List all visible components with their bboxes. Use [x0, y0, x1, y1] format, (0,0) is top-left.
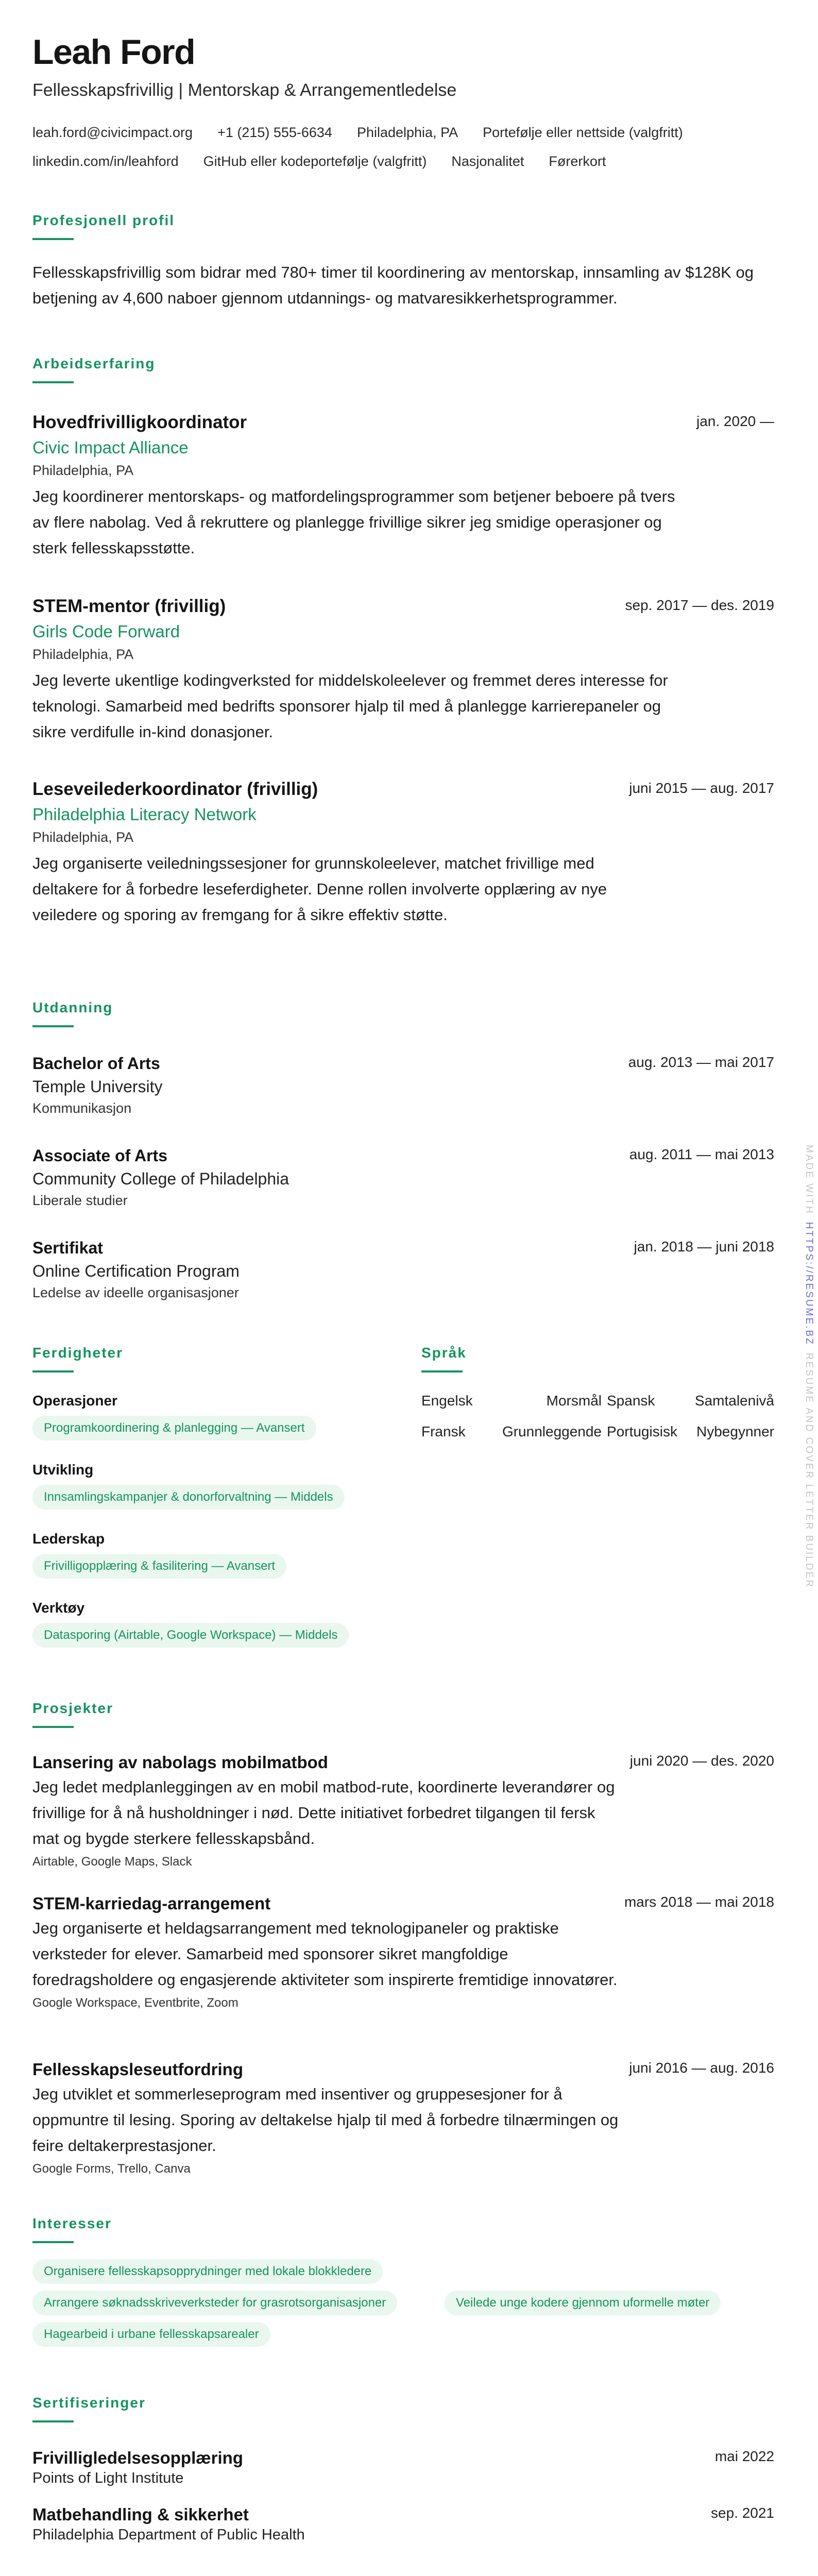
job-title: Leseveilederkoordinator (frivillig): [32, 779, 318, 799]
language-level: Morsmål: [546, 1393, 602, 1409]
certification-name: Matbehandling & sikkerhet: [32, 2505, 249, 2524]
job-company: Girls Code Forward: [32, 622, 180, 641]
job-company: Civic Impact Alliance: [32, 438, 189, 457]
interest-pill: [32, 2259, 383, 2284]
skill-pill-text: Innsamlingskampanjer & donorforvaltning — Middels: [32, 1485, 345, 1510]
education-field: Kommunikasjon: [32, 1100, 132, 1116]
interest-pill: [32, 2322, 270, 2347]
skill-category: Utvikling: [32, 1462, 94, 1478]
experience-section-title: Arbeidserfaring: [32, 355, 156, 371]
interest-pill-text: Veilede unge kodere gjennom uformelle møter: [445, 2291, 721, 2315]
badge-link[interactable]: HTTPS://RESUME.BZ: [804, 1222, 814, 1346]
education-field: Ledelse av ideelle organisasjoner: [32, 1285, 239, 1300]
languages-section-title: Språk: [421, 1345, 467, 1361]
job-entry: [32, 412, 774, 577]
skill-pill-text: Datasporing (Airtable, Google Workspace) — Middels: [32, 1623, 349, 1648]
contact-location: Philadelphia, PA: [356, 125, 458, 140]
job-description: Jeg leverte ukentlige kodingverksted for middelskoleelever og fremmet deres interesse for teknologi. Samarbeid med bedrifts sponsorer hjalp til med å planlegge karrierepaneler og sikre verdifulle in-kind donasjoner.: [32, 671, 668, 741]
project-entry: [32, 2060, 774, 2176]
interest-pill-text: Arrangere søknadsskriveverksteder for grasrotsorganisasjoner: [32, 2291, 397, 2315]
made-with-badge[interactable]: [796, 1145, 814, 1588]
languages-section-rule: [421, 1370, 463, 1372]
contact-portfolio[interactable]: Portefølje eller nettside (valgfritt): [483, 125, 683, 140]
project-description: Jeg utviklet et sommerleseprogram med insentiver og gruppesesjoner for å oppmuntre til lesing. Sporing av deltakelse hjalp til med å forbedre tilnærmingen og feire deltakerprestasjoner.: [32, 2085, 619, 2155]
skill-category: Verktøy: [32, 1600, 85, 1616]
contact-row-1: [32, 125, 683, 141]
interest-pill: [32, 2291, 397, 2315]
project-date: juni 2020 — des. 2020: [629, 1753, 774, 1769]
language-item: [607, 1393, 774, 1409]
project-tools: Google Forms, Trello, Canva: [32, 2162, 191, 2176]
certifications-section-rule: [32, 2420, 74, 2422]
job-date: juni 2015 — aug. 2017: [629, 780, 774, 796]
skills-section-title: Ferdigheter: [32, 1345, 124, 1361]
contact-github[interactable]: GitHub eller kodeportefølje (valgfritt): [203, 154, 427, 169]
job-title: STEM-mentor (frivillig): [32, 596, 226, 616]
skills-section-rule: [32, 1370, 74, 1372]
certification-entry: [32, 2505, 774, 2544]
contact-phone[interactable]: +1 (215) 555-6634: [217, 125, 332, 140]
job-date: jan. 2020 —: [696, 413, 774, 429]
skill-pill: [32, 1554, 286, 1579]
badge-text: [804, 1145, 814, 1588]
certification-issuer: Philadelphia Department of Public Health: [32, 2527, 305, 2543]
education-degree: Associate of Arts: [32, 1146, 167, 1165]
interest-pill: [445, 2291, 721, 2315]
education-entry: [32, 1239, 774, 1301]
certification-name: Frivilligledelsesopplæring: [32, 2448, 243, 2467]
job-entry: [32, 596, 774, 761]
project-name: Fellesskapsleseutfordring: [32, 2060, 243, 2079]
education-entry: [32, 1146, 774, 1209]
contact-nationality: Nasjonalitet: [451, 154, 524, 169]
skill-pill-text: Programkoordinering & planlegging — Avansert: [32, 1416, 316, 1440]
certification-issuer: Points of Light Institute: [32, 2470, 184, 2486]
project-description: Jeg organiserte et heldagsarrangement med teknologipaneler og praktiske verksteder for elever. Samarbeid med sponsorer sikret mangfoldige foredragsholdere og engasjerende aktiviteter som inspirerte fremtidige innovatører.: [32, 1919, 618, 1989]
certification-entry: [32, 2448, 774, 2487]
skill-pill: [32, 1485, 345, 1510]
certification-date: mai 2022: [714, 2448, 774, 2464]
profile-section-title: Profesjonell profil: [32, 212, 175, 228]
job-title: Hovedfrivilligkoordinator: [32, 412, 247, 432]
project-name: Lansering av nabolags mobilmatbod: [32, 1753, 328, 1772]
language-level: Grunnleggende: [502, 1423, 602, 1439]
education-date: aug. 2011 — mai 2013: [629, 1146, 774, 1162]
project-date: mars 2018 — mai 2018: [624, 1894, 774, 1910]
contact-linkedin[interactable]: linkedin.com/in/leahford: [32, 154, 179, 169]
job-description: Jeg koordinerer mentorskaps- og matfordelingsprogrammer som betjener beboere på tvers av flere nabolag. Ved å rekruttere og planlegge frivillige sikrer jeg smidige operasjoner og sterk fellesskapsstøtte.: [32, 487, 675, 557]
education-section-title: Utdanning: [32, 999, 113, 1015]
language-name: Fransk: [421, 1423, 466, 1439]
project-date: juni 2016 — aug. 2016: [629, 2060, 774, 2076]
education-school: Community College of Philadelphia: [32, 1170, 289, 1188]
skill-pill: [32, 1623, 349, 1648]
interests-section-rule: [32, 2241, 74, 2243]
job-description: Jeg organiserte veiledningssesjoner for grunnskoleelever, matchet frivillige med deltakere for å forbedre leseferdigheter. Denne rollen involverte opplæring av nye veiledere og sporing av fremgang for å sikre effektiv støtte.: [32, 854, 607, 924]
language-name: Portugisisk: [607, 1423, 677, 1439]
education-field: Liberale studier: [32, 1193, 128, 1208]
projects-section-rule: [32, 1726, 74, 1728]
contact-drivers-license: Førerkort: [549, 154, 606, 169]
interests-section-title: Interesser: [32, 2215, 112, 2231]
education-entry: [32, 1054, 774, 1116]
projects-section-title: Prosjekter: [32, 1700, 113, 1716]
job-company: Philadelphia Literacy Network: [32, 805, 257, 824]
skill-category: Lederskap: [32, 1531, 105, 1547]
project-entry: [32, 1894, 774, 2010]
project-description: Jeg ledet medplanleggingen av en mobil matbod-rute, koordinerte leverandører og frivillige for å nå husholdninger i nød. Dette initiativet forbedret tilgangen til fersk mat og bygde sterkere fellesskapsbånd.: [32, 1778, 615, 1848]
education-degree: Bachelor of Arts: [32, 1054, 160, 1073]
job-entry: [32, 779, 774, 975]
candidate-name: Leah Ford: [32, 32, 195, 72]
certification-date: sep. 2021: [711, 2505, 774, 2521]
profile-text: Fellesskapsfrivillig som bidrar med 780+ timer til koordinering av mentorskap, innsamling av $128K og betjening av 4,600 naboer gjennom utdannings- og matvaresikkerhetsprogrammer.: [32, 263, 754, 307]
education-section-rule: [32, 1025, 74, 1027]
job-location: Philadelphia, PA: [32, 829, 134, 845]
language-item: [421, 1393, 602, 1409]
skill-pill: [32, 1416, 316, 1440]
education-date: jan. 2018 — juni 2018: [634, 1239, 774, 1255]
interest-pill-text: Hagearbeid i urbane fellesskapsarealer: [32, 2322, 270, 2347]
language-name: Spansk: [607, 1393, 655, 1409]
candidate-headline: Fellesskapsfrivillig | Mentorskap & Arrangementledelse: [32, 80, 457, 100]
interest-pill-text: Organisere fellesskapsopprydninger med lokale blokkledere: [32, 2259, 383, 2284]
education-date: aug. 2013 — mai 2017: [628, 1054, 774, 1070]
badge-suffix: RESUME AND COVER LETTER BUILDER: [804, 1352, 814, 1588]
project-tools: Airtable, Google Maps, Slack: [32, 1855, 192, 1869]
made-with-badge-svg: [796, 1145, 814, 1588]
job-location: Philadelphia, PA: [32, 647, 134, 662]
education-school: Online Certification Program: [32, 1262, 240, 1280]
contact-email[interactable]: leah.ford@civicimpact.org: [32, 125, 193, 140]
certifications-section-title: Sertifiseringer: [32, 2395, 146, 2411]
language-level: Nybegynner: [696, 1423, 774, 1439]
job-date: sep. 2017 — des. 2019: [625, 597, 774, 613]
skill-category: Operasjoner: [32, 1393, 117, 1409]
education-degree: Sertifikat: [32, 1239, 103, 1257]
language-name: Engelsk: [421, 1393, 473, 1409]
project-tools: Google Workspace, Eventbrite, Zoom: [32, 1996, 238, 2010]
language-item: [607, 1423, 774, 1440]
language-level: Samtalenivå: [694, 1393, 774, 1409]
experience-section-rule: [32, 381, 74, 383]
profile-section-rule: [32, 238, 74, 240]
contact-row-2: [32, 154, 606, 170]
skill-pill-text: Frivilligopplæring & fasilitering — Avansert: [32, 1554, 286, 1579]
job-location: Philadelphia, PA: [32, 463, 134, 478]
project-entry: [32, 1753, 774, 1869]
project-name: STEM-karriedag-arrangement: [32, 1894, 271, 1913]
education-school: Temple University: [32, 1077, 163, 1096]
badge-prefix: MADE WITH: [804, 1145, 814, 1215]
language-item: [421, 1423, 602, 1440]
